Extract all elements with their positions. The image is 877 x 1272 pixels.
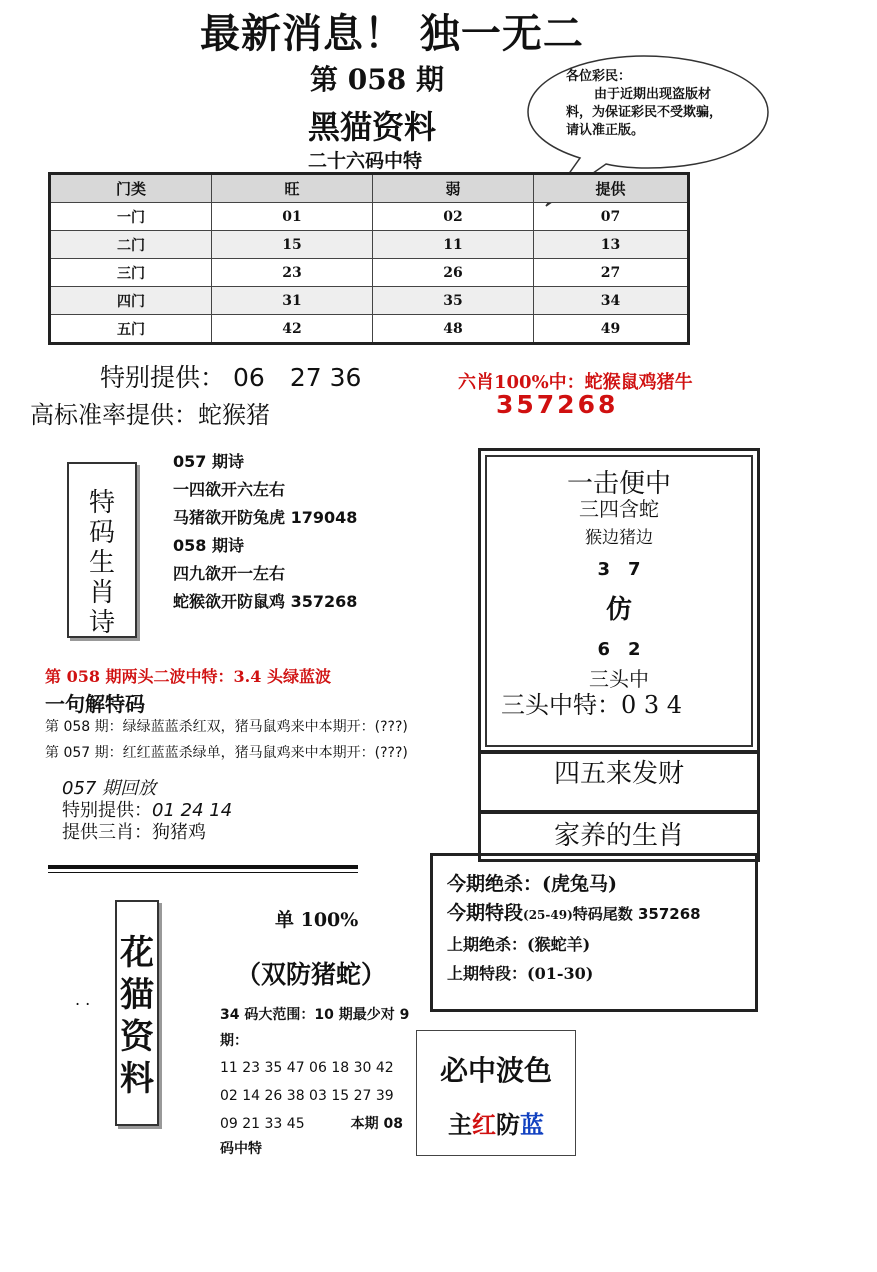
- number-table: [48, 172, 690, 345]
- special-label: 特别提供：: [100, 363, 226, 392]
- table-row: [50, 315, 689, 344]
- review-title: 057 期回放: [62, 778, 157, 799]
- table-cell: 31: [212, 287, 373, 315]
- wave-red: 红: [472, 1110, 496, 1139]
- hit-fang: 仿: [605, 595, 632, 625]
- six-zodiac-numbers: 357268: [496, 390, 619, 419]
- table-row: [50, 203, 689, 231]
- poem-line: 四九欲开一左右: [173, 564, 286, 583]
- table-row: [50, 231, 689, 259]
- poem-lines: [173, 448, 357, 616]
- divider: [48, 872, 358, 873]
- wave-blue: 蓝: [520, 1110, 544, 1139]
- table-cell: 01: [212, 203, 373, 231]
- table-cell: 一门: [50, 203, 212, 231]
- three-head-line: 三头中特：0 3 4: [501, 691, 683, 719]
- flower-cat-box: [115, 900, 159, 1126]
- review-special-label: 特别提供：: [62, 800, 152, 821]
- kill-line: [447, 899, 701, 930]
- table-cell: 27: [534, 259, 689, 287]
- poem-line: 058 期诗: [173, 536, 244, 555]
- table-row: [50, 287, 689, 315]
- poem-line: 蛇猴欲开防鼠鸡 357268: [173, 592, 358, 611]
- poem-box-title: [67, 462, 137, 638]
- kill-box: [430, 853, 758, 1012]
- two-waves-line: 第 058 期两头二波中特：3.4 头绿蓝波: [45, 667, 331, 686]
- this-issue-label: 本期 08: [350, 1116, 403, 1132]
- table-header-cell: 弱: [373, 174, 534, 203]
- wave-guard-label: 防: [496, 1110, 520, 1139]
- wave-color-box: [416, 1030, 576, 1156]
- table-cell: 23: [212, 259, 373, 287]
- kill-line: 上期绝杀：(猴蛇羊): [447, 935, 591, 954]
- hit-title: 一击便中: [566, 469, 671, 499]
- review-special-numbers: 01 24 14: [152, 800, 233, 821]
- dots: . .: [75, 990, 91, 1009]
- table-cell: 42: [212, 315, 373, 344]
- review-block: [62, 778, 232, 844]
- code-line: [220, 1110, 410, 1138]
- wave-color-title: 必中波色: [439, 1054, 552, 1087]
- single-percent: 单 100%: [275, 909, 359, 931]
- table-cell: 13: [534, 231, 689, 259]
- fortune-text: 四五来发财: [553, 759, 684, 789]
- one-hit-inner: [485, 455, 753, 747]
- table-cell: 三门: [50, 259, 212, 287]
- table-cell: 15: [212, 231, 373, 259]
- brand-title: 黑猫资料: [308, 108, 437, 146]
- wave-main-label: 主: [448, 1110, 472, 1139]
- table-cell: 五门: [50, 315, 212, 344]
- table-cell: 二门: [50, 231, 212, 259]
- code-range-title: 34 码大范围：10 期最少对 9 期：: [220, 1007, 410, 1049]
- pets-text: 家养的生肖: [553, 821, 684, 851]
- table-row: [50, 259, 689, 287]
- fortune-box: [478, 750, 760, 814]
- issue-number: 第 058 期: [310, 63, 444, 96]
- special-numbers: 06 27 36: [233, 363, 362, 392]
- hit-numbers: 3 7: [597, 559, 641, 580]
- issue-057-line: 第 057 期：红红蓝蓝杀绿单，猪马鼠鸡来中本期开：(???): [45, 745, 408, 761]
- wave-color-line: [417, 1105, 575, 1140]
- hit-line: 猴边猪边: [585, 528, 653, 548]
- poem-line: 057 期诗: [173, 452, 244, 471]
- special-offer: [100, 358, 361, 394]
- bubble-greeting: 各位彩民：: [566, 69, 632, 84]
- bubble-message: 由于近期出现盗版材料，为保证彩民不受欺骗，请认准正版。: [566, 87, 723, 138]
- issue-058-line: 第 058 期：绿绿蓝蓝杀红双，猪马鼠鸡来中本期开：(???): [45, 719, 408, 735]
- one-hit-box: [478, 448, 760, 754]
- table-cell: 49: [534, 315, 689, 344]
- code-line: 02 14 26 38 03 15 27 39: [220, 1088, 394, 1104]
- kill-segment-label: 今期特段: [447, 902, 524, 924]
- subtitle: 二十六码中特: [308, 150, 423, 172]
- flower-cat-text: 花猫资料: [120, 933, 154, 1099]
- review-special: [62, 800, 232, 822]
- table-cell: 四门: [50, 287, 212, 315]
- table-cell: 26: [373, 259, 534, 287]
- review-three-label: 提供三肖：: [62, 822, 152, 843]
- poem-box-text: 特码生肖诗: [88, 488, 115, 638]
- table-cell: 35: [373, 287, 534, 315]
- table-cell: 48: [373, 315, 534, 344]
- high-rate-line: 高标准率提供：蛇猴猪: [30, 401, 270, 429]
- kill-segment-tail: 特码尾数 357268: [572, 905, 701, 923]
- kill-segment-range: (25-49): [523, 908, 573, 922]
- one-sentence-title: 一句解特码: [45, 692, 145, 716]
- headline: 最新消息！ 独一无二: [200, 10, 584, 57]
- review-three-value: 狗猪鸡: [152, 822, 206, 843]
- kill-line: 今期绝杀：(虎兔马): [447, 873, 617, 895]
- hit-line: 三头中: [589, 667, 649, 691]
- table-cell: 02: [373, 203, 534, 231]
- table-cell: 11: [373, 231, 534, 259]
- table-cell: 34: [534, 287, 689, 315]
- code-tail: 码中特: [220, 1141, 262, 1157]
- code-range-block: [220, 1002, 410, 1160]
- code-line-numbers: 09 21 33 45: [220, 1116, 305, 1132]
- poem-line: 马猪欲开防兔虎 179048: [173, 508, 358, 527]
- divider: [48, 865, 358, 869]
- table-header-cell: 提供: [534, 174, 689, 203]
- table-cell: 07: [534, 203, 689, 231]
- hit-numbers: 6 2: [597, 639, 641, 660]
- hit-line: 三四含蛇: [579, 497, 659, 521]
- six-zodiac-line: 六肖100%中：蛇猴鼠鸡猪牛: [458, 372, 693, 393]
- bubble-notice: [566, 68, 726, 150]
- table-header-cell: 旺: [212, 174, 373, 203]
- kill-lines: [447, 870, 701, 988]
- table-header: [50, 174, 689, 203]
- double-guard: （双防猪蛇）: [236, 960, 387, 989]
- code-line: 11 23 35 47 06 18 30 42: [220, 1060, 394, 1076]
- table-header-cell: 门类: [50, 174, 212, 203]
- poem-line: 一四欲开六左右: [173, 480, 286, 499]
- kill-line: 上期特段：(01-30): [447, 964, 594, 983]
- review-three: [62, 822, 232, 844]
